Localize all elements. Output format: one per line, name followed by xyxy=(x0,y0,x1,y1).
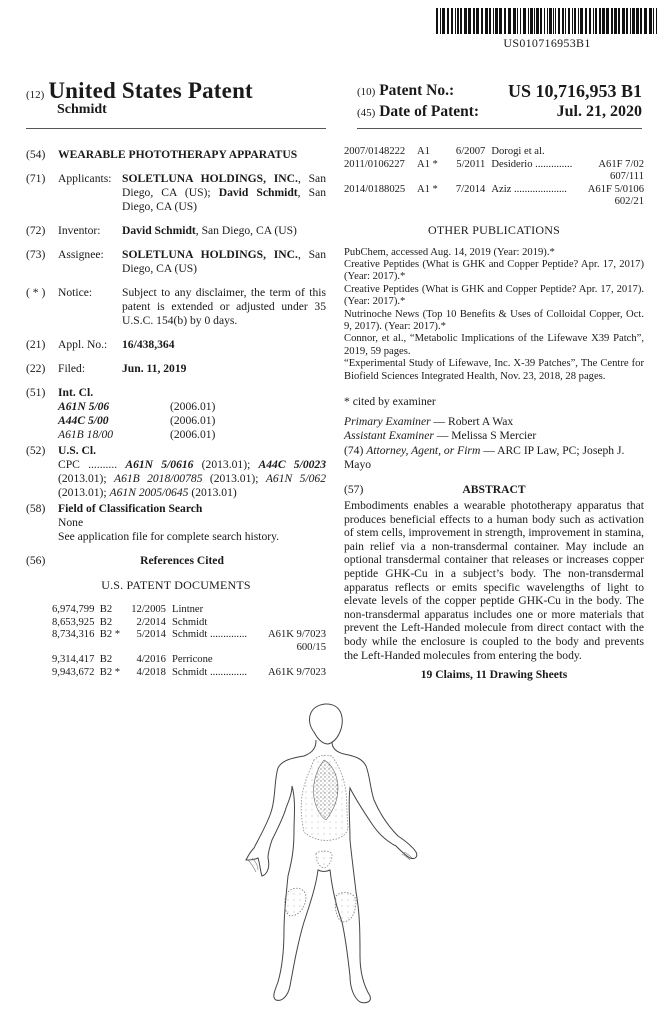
attorney-name: — ARC IP Law, PC; Joseph J. Mayo xyxy=(344,443,625,472)
inventor-label: Inventor: xyxy=(58,224,101,237)
int-cl-label: Int. Cl. xyxy=(58,386,94,399)
barcode-bar xyxy=(565,8,566,34)
primary-examiner xyxy=(344,415,644,430)
barcode-number: US010716953B1 xyxy=(503,36,591,50)
attorney-label: Attorney, Agent, or Firm xyxy=(366,443,481,457)
barcode-bar xyxy=(653,8,654,34)
cited-by-examiner-note: * cited by examiner xyxy=(344,394,436,408)
barcode-bar xyxy=(493,8,494,34)
other-publication: Connor, et al., “Metabolic Implications of the Lifewave X39 Patch”, 2019, 59 pages. xyxy=(344,333,644,357)
us-patent-references-table xyxy=(52,604,326,679)
inventor-location: , San Diego, CA (US) xyxy=(195,224,297,237)
field-applicants xyxy=(26,172,326,214)
int-cl-list xyxy=(58,400,326,442)
reference-kind: B2 xyxy=(99,654,113,665)
barcode-bar xyxy=(568,8,570,34)
field-code: ( * ) xyxy=(26,286,46,299)
us-publication-references-table xyxy=(344,146,644,209)
field-code: (21) xyxy=(26,338,46,351)
reference-kind: A1 * xyxy=(416,158,438,170)
barcode-bar xyxy=(447,8,449,34)
notice-text: Subject to any disclaimer, the term of this patent is extended or adjusted under 35 U.S.C. 154(b) by 0 days. xyxy=(122,286,326,327)
barcode-bar xyxy=(473,8,475,34)
applicants-value xyxy=(122,172,326,214)
field-code: (58) xyxy=(26,502,46,515)
cpc-class: A61N 5/062 xyxy=(265,472,326,485)
assignee-name: SOLETLUNA HOLDINGS, INC. xyxy=(122,248,298,261)
other-publication: Nutrinoche News (Top 10 Benefits & Uses of Colloidal Copper, Oct. 9, 2017). (Year: 2017).* xyxy=(344,308,644,332)
barcode-bar xyxy=(611,8,613,34)
barcode-bar xyxy=(520,8,521,34)
field-int-cl xyxy=(26,386,326,442)
left-column xyxy=(26,148,326,679)
field-us-cl xyxy=(26,444,326,500)
reference-date: 5/2011 xyxy=(456,158,486,170)
applicant-location: , San Diego, CA (US) xyxy=(122,186,327,213)
barcode-bar xyxy=(547,8,548,34)
field-search-label: Field of Classification Search xyxy=(58,502,203,515)
field-appl-no xyxy=(26,338,326,352)
barcode-bar xyxy=(574,8,576,34)
filed-label: Filed: xyxy=(58,362,86,375)
field-assignee xyxy=(26,248,326,276)
cpc-class: A61N 2005/0645 xyxy=(109,486,189,499)
other-publications-list xyxy=(344,247,644,383)
barcode-bar xyxy=(630,8,631,34)
barcode-bar xyxy=(606,8,609,34)
reference-row-continuation xyxy=(52,642,326,655)
cpc-version: (2013.01); xyxy=(202,472,266,485)
field-title xyxy=(26,148,326,162)
barcode-bar xyxy=(495,8,498,34)
barcode-bar xyxy=(549,8,552,34)
int-cl-version: (2006.01) xyxy=(170,400,216,413)
reference-class xyxy=(267,617,326,630)
field-classification-search xyxy=(26,502,326,544)
field-code: (56) xyxy=(26,554,46,567)
barcode-bar xyxy=(632,8,635,34)
groin-patch xyxy=(316,851,332,868)
field-code: (54) xyxy=(26,148,46,161)
applicants-label: Applicants: xyxy=(58,172,112,185)
other-publication: PubChem, accessed Aug. 14, 2019 (Year: 2019).* xyxy=(344,246,555,258)
barcode-bar xyxy=(517,8,518,34)
cpc-class: A44C 5/0023 xyxy=(258,458,327,471)
field-search-none: None xyxy=(58,516,84,529)
primary-examiner-name: — Robert A Wax xyxy=(430,414,514,428)
patent-header-left xyxy=(26,78,253,118)
int-cl-item xyxy=(58,428,326,442)
barcode-bar xyxy=(468,8,471,34)
reference-name: Schmidt xyxy=(171,616,208,628)
barcode-bar xyxy=(481,8,483,34)
barcode-bar xyxy=(489,8,491,34)
reference-date: 4/2018 xyxy=(136,666,166,678)
other-publication: “Experimental Study of Lifewave, Inc. X-39 Patches”, The Centre for Biofield Sciences Integrated Health, Nov. 23, 2018, 28 pages. xyxy=(344,358,644,382)
inventor-surname: Schmidt xyxy=(57,102,107,117)
int-cl-class: A61N 5/06 xyxy=(58,400,110,413)
barcode-bar xyxy=(457,8,459,34)
barcode-bar xyxy=(580,8,583,34)
attorney-code: (74) xyxy=(344,443,367,457)
reference-number: 8,653,925 xyxy=(52,616,95,628)
reference-number: 9,314,417 xyxy=(52,654,95,665)
barcode-bar xyxy=(593,8,594,34)
reference-row xyxy=(52,629,326,642)
field-inventor xyxy=(26,224,326,238)
barcode-bar xyxy=(640,8,642,34)
reference-secondary-class: 607/111 xyxy=(610,171,644,182)
field-search-note: See application file for complete search history. xyxy=(58,530,280,543)
right-column xyxy=(344,146,644,682)
applicant-person: David Schmidt xyxy=(218,186,298,199)
reference-row xyxy=(52,604,326,617)
barcode-bar xyxy=(555,8,556,34)
reference-name: Schmidt .............. xyxy=(171,629,248,640)
claims-summary: 19 Claims, 11 Drawing Sheets xyxy=(420,668,568,682)
assignee-value xyxy=(122,248,326,276)
us-patent-documents-heading: U.S. PATENT DOCUMENTS xyxy=(101,578,251,592)
primary-examiner-label: Primary Examiner xyxy=(344,414,431,428)
field-code: (71) xyxy=(26,172,46,185)
reference-class xyxy=(267,604,326,617)
barcode-bar xyxy=(451,8,453,34)
barcode-bar xyxy=(578,8,579,34)
field-notice xyxy=(26,286,326,328)
barcode-bar xyxy=(460,8,462,34)
reference-number: 2011/0106227 xyxy=(344,158,405,170)
abstract-title: ABSTRACT xyxy=(462,482,526,496)
reference-number: 6,974,799 xyxy=(52,604,95,615)
barcode-bar xyxy=(534,8,535,34)
reference-name: Lintner xyxy=(171,604,204,615)
reference-number: 8,734,316 xyxy=(52,629,95,640)
cpc-class: A61B 2018/00785 xyxy=(113,472,203,485)
filed-value: Jun. 11, 2019 xyxy=(122,362,187,375)
field-code: (51) xyxy=(26,386,46,399)
barcode-bar xyxy=(540,8,542,34)
reference-row xyxy=(344,184,644,197)
reference-date: 12/2005 xyxy=(131,604,166,615)
barcode-bar xyxy=(476,8,479,34)
cpc-version: (2013.01) xyxy=(188,486,237,499)
cpc-version: (2013.01); xyxy=(58,486,110,499)
right-knee-patch xyxy=(335,893,356,922)
reference-name: Desiderio .............. xyxy=(491,158,573,170)
other-publications-heading: OTHER PUBLICATIONS xyxy=(428,222,560,237)
invention-title: WEARABLE PHOTOTHERAPY APPARATUS xyxy=(58,148,298,161)
reference-row-continuation xyxy=(344,171,644,184)
reference-number: 9,943,672 xyxy=(52,666,95,678)
cpc-classes xyxy=(58,458,326,500)
assistant-examiner xyxy=(344,429,644,444)
barcode-bar xyxy=(455,8,456,34)
header-divider-left xyxy=(26,128,326,129)
reference-kind: B2 * xyxy=(99,629,121,640)
date-code: (45) xyxy=(357,107,376,119)
reference-name: Aziz .................... xyxy=(491,183,567,195)
int-cl-class: A61B 18/00 xyxy=(58,428,114,441)
barcode-bar xyxy=(595,8,597,34)
abstract-heading xyxy=(344,483,644,497)
cpc-class: A61N 5/0616 xyxy=(125,458,194,471)
barcode xyxy=(436,8,658,34)
left-knee-patch xyxy=(285,888,306,916)
reference-kind: B2 xyxy=(99,616,113,628)
reference-row xyxy=(344,146,644,159)
barcode-bar xyxy=(636,8,639,34)
applicant-entity: SOLETLUNA HOLDINGS, INC. xyxy=(122,172,298,185)
appl-no-label: Appl. No.: xyxy=(58,338,108,351)
reference-class: A61K 9/7023 xyxy=(268,666,326,678)
barcode-bar xyxy=(513,8,516,34)
barcode-bar xyxy=(544,8,545,34)
patent-number: US 10,716,953 B1 xyxy=(507,81,642,101)
other-publication: Creative Peptides (What is GHK and Copper Peptide? Apr. 17, 2017). (Year: 2017).* xyxy=(344,283,644,308)
barcode-bar xyxy=(602,8,605,34)
reference-class xyxy=(267,654,326,667)
barcode-bar xyxy=(499,8,502,34)
barcode-bar xyxy=(558,8,560,34)
date-of-patent-row xyxy=(357,102,642,123)
other-publication: Creative Peptides (What is GHK and Copper Peptide? Apr. 17, 2017) (Year: 2017).* xyxy=(344,258,644,283)
references-title: References Cited xyxy=(140,554,224,567)
reference-class: A61F 7/02 xyxy=(598,158,644,170)
patent-no-label: Patent No.: xyxy=(379,82,455,99)
int-cl-class: A44C 5/00 xyxy=(58,414,109,427)
us-cl-label: U.S. Cl. xyxy=(58,444,97,457)
reference-class: A61F 5/0106 xyxy=(587,183,644,195)
appl-no-value: 16/438,364 xyxy=(122,338,175,351)
patent-no-code: (10) xyxy=(357,86,376,98)
int-cl-version: (2006.01) xyxy=(170,414,216,427)
reference-name: Perricone xyxy=(171,654,213,665)
inventor-value xyxy=(122,224,326,238)
field-code: (72) xyxy=(26,224,46,237)
reference-class: A61K 9/7023 xyxy=(268,629,326,640)
assistant-examiner-name: — Melissa S Mercier xyxy=(433,429,537,443)
field-code: (22) xyxy=(26,362,46,375)
patent-number-row xyxy=(357,81,642,102)
barcode-bar xyxy=(585,8,587,34)
applicant-location: , San Diego, CA (US); xyxy=(122,172,327,199)
barcode-bar xyxy=(436,8,438,34)
assignee-location: , San Diego, CA (US) xyxy=(122,248,327,275)
attorney xyxy=(344,444,644,473)
barcode-bar xyxy=(523,8,526,34)
reference-row-continuation xyxy=(344,196,644,209)
barcode-bar xyxy=(442,8,445,34)
references-heading xyxy=(26,554,326,568)
barcode-bar xyxy=(464,8,467,34)
notice-label: Notice: xyxy=(58,286,93,299)
reference-number: 2014/0188025 xyxy=(344,183,406,195)
barcode-bar xyxy=(614,8,617,34)
field-filed xyxy=(26,362,326,376)
barcode-bar xyxy=(622,8,625,34)
field-code: (52) xyxy=(26,444,46,457)
barcode-bar xyxy=(562,8,564,34)
cpc-version: (2013.01); xyxy=(58,472,114,485)
reference-kind: B2 xyxy=(99,604,113,615)
int-cl-item xyxy=(58,400,326,414)
cpc-version: (2013.01); xyxy=(193,458,259,471)
barcode-bar xyxy=(536,8,539,34)
document-title: United States Patent xyxy=(48,78,253,103)
reference-number: 2007/0148222 xyxy=(344,146,406,157)
barcode-bar xyxy=(644,8,647,34)
barcode-bar xyxy=(589,8,591,34)
barcode-bar xyxy=(504,8,506,34)
inventor-name: David Schmidt xyxy=(122,224,196,237)
kind-code: (12) xyxy=(26,89,45,101)
barcode-bar xyxy=(626,8,628,34)
patent-header-right xyxy=(357,81,642,123)
barcode-bar xyxy=(572,8,573,34)
abstract-text: Embodiments enables a wearable phototherapy apparatus that produces beneficial effects to a human body such as activation of stem cells, improvement in strength, improvement in stamina, pain relief via a non-transdermal container. May include an optional transdermal container that releases or increases copper peptide GHK-Cu in a subject’s body. The non-transdermal apparatus reflects or emits specific wavelengths of light to elevate levels of the copper peptide GHK-Cu in the body. The non-transdermal apparatus includes one or more materials that prevent the Left-Handed molecule from direct contact with the body while the enclosure is coupled to the body and prevents the Left-Handed molecules from entering the body. xyxy=(344,498,644,662)
date-label: Date of Patent: xyxy=(379,103,480,120)
reference-kind: B2 * xyxy=(99,666,121,678)
barcode-bar xyxy=(618,8,620,34)
human-body-figure xyxy=(232,700,432,1010)
reference-row xyxy=(52,617,326,630)
reference-secondary-class: 600/15 xyxy=(296,641,326,653)
reference-kind: A1 * xyxy=(416,183,438,195)
field-code: (73) xyxy=(26,248,46,261)
reference-row xyxy=(52,654,326,667)
reference-name: Schmidt .............. xyxy=(171,666,248,678)
header-divider-right xyxy=(357,128,642,129)
assignee-label: Assignee: xyxy=(58,248,104,261)
reference-class xyxy=(584,146,644,159)
date-of-patent: Jul. 21, 2020 xyxy=(556,103,642,120)
barcode-bar xyxy=(649,8,652,34)
reference-name: Dorogi et al. xyxy=(491,146,545,157)
figure-head xyxy=(309,704,342,744)
barcode-bar xyxy=(599,8,601,34)
field-code: (57) xyxy=(344,482,364,496)
int-cl-version: (2006.01) xyxy=(170,428,216,441)
reference-row xyxy=(344,159,644,172)
barcode-bar xyxy=(656,8,657,34)
int-cl-item xyxy=(58,414,326,428)
reference-row xyxy=(52,667,326,680)
reference-date: 2/2014 xyxy=(136,616,166,628)
barcode-bar xyxy=(508,8,511,34)
assistant-examiner-label: Assistant Examiner xyxy=(344,429,434,443)
barcode-bar xyxy=(485,8,488,34)
cpc-label: CPC .......... xyxy=(58,458,118,471)
reference-date: 5/2014 xyxy=(136,629,166,640)
reference-kind: A1 xyxy=(416,146,430,157)
barcode-bar xyxy=(440,8,441,34)
reference-secondary-class: 602/21 xyxy=(614,196,644,207)
reference-date: 4/2016 xyxy=(136,654,166,665)
examiners-block xyxy=(344,415,644,473)
barcode-bar xyxy=(528,8,529,34)
barcode-bar xyxy=(530,8,533,34)
reference-date: 6/2007 xyxy=(455,146,486,157)
barcode-bar xyxy=(553,8,554,34)
reference-date: 7/2014 xyxy=(455,183,486,195)
